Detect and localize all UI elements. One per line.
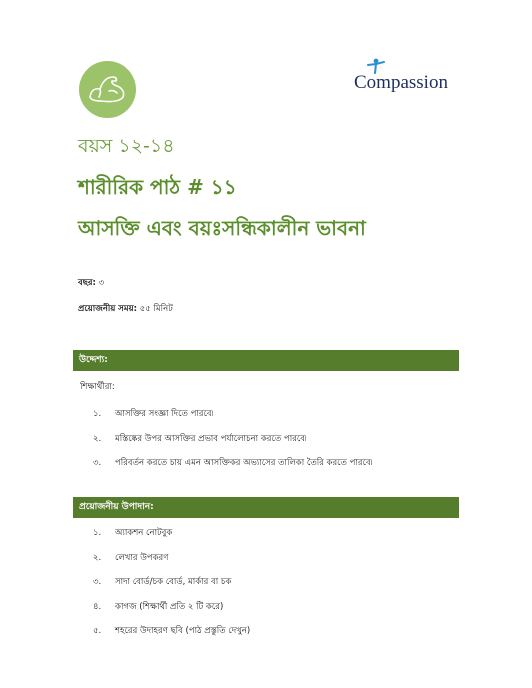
logo-text: Compassion [354,72,448,93]
objectives-heading: উদ্দেশ্য: [73,350,459,371]
time-label: প্রয়োজনীয় সময়: [78,304,138,314]
list-text: পরিবর্তন করতে চায় এমন আসক্তিকর অভ্যাসের তালিকা তৈরি করতে পারবে৷ [115,458,373,468]
lesson-title: শারীরিক পাঠ # ১১ [78,175,237,199]
year-line [78,276,104,290]
compassion-logo [354,58,459,98]
list-number: ৪. [93,601,102,612]
objectives-intro: শিক্ষার্থীরা: [80,382,115,392]
list-text: কাগজ (শিক্ষার্থী প্রতি ২ টি করে) [115,601,224,612]
list-text: সাদা বোর্ড/চক বোর্ড, মার্কার বা চক [115,577,232,587]
list-text: শহরের উদাহরণ ছবি (পাঠ প্রস্তুতি দেখুন) [115,626,251,636]
list-text: মস্তিষ্কের উপর আসক্তির প্রভাব পর্যালোচনা করতে পারবে৷ [115,433,307,444]
age-range-title: বয়স ১২-১৪ [78,135,175,157]
list-number: ১. [93,528,102,538]
list-number: ২. [93,552,102,563]
year-label: বছর: [78,278,96,288]
year-value: ৩ [95,278,105,288]
list-number: ২. [93,433,102,444]
list-text: অ্যাকশন নোটবুক [115,528,173,538]
time-line [78,302,173,316]
list-text: লেখার উপকরণ [115,552,169,563]
list-number: ৫. [93,626,102,636]
list-number: ৩. [93,577,102,587]
list-number: ১. [93,409,102,419]
materials-heading: প্রয়োজনীয় উপাদান: [73,497,459,518]
time-value: ৫৫ মিনিট [137,304,173,314]
list-text: আসক্তির সংজ্ঞা দিতে পারবে৷ [115,409,214,419]
topic-title: আসক্তি এবং বয়ঃসন্ধিকালীন ভাবনা [78,216,366,240]
muscle-arm-icon [79,61,136,118]
list-number: ৩. [93,458,102,468]
